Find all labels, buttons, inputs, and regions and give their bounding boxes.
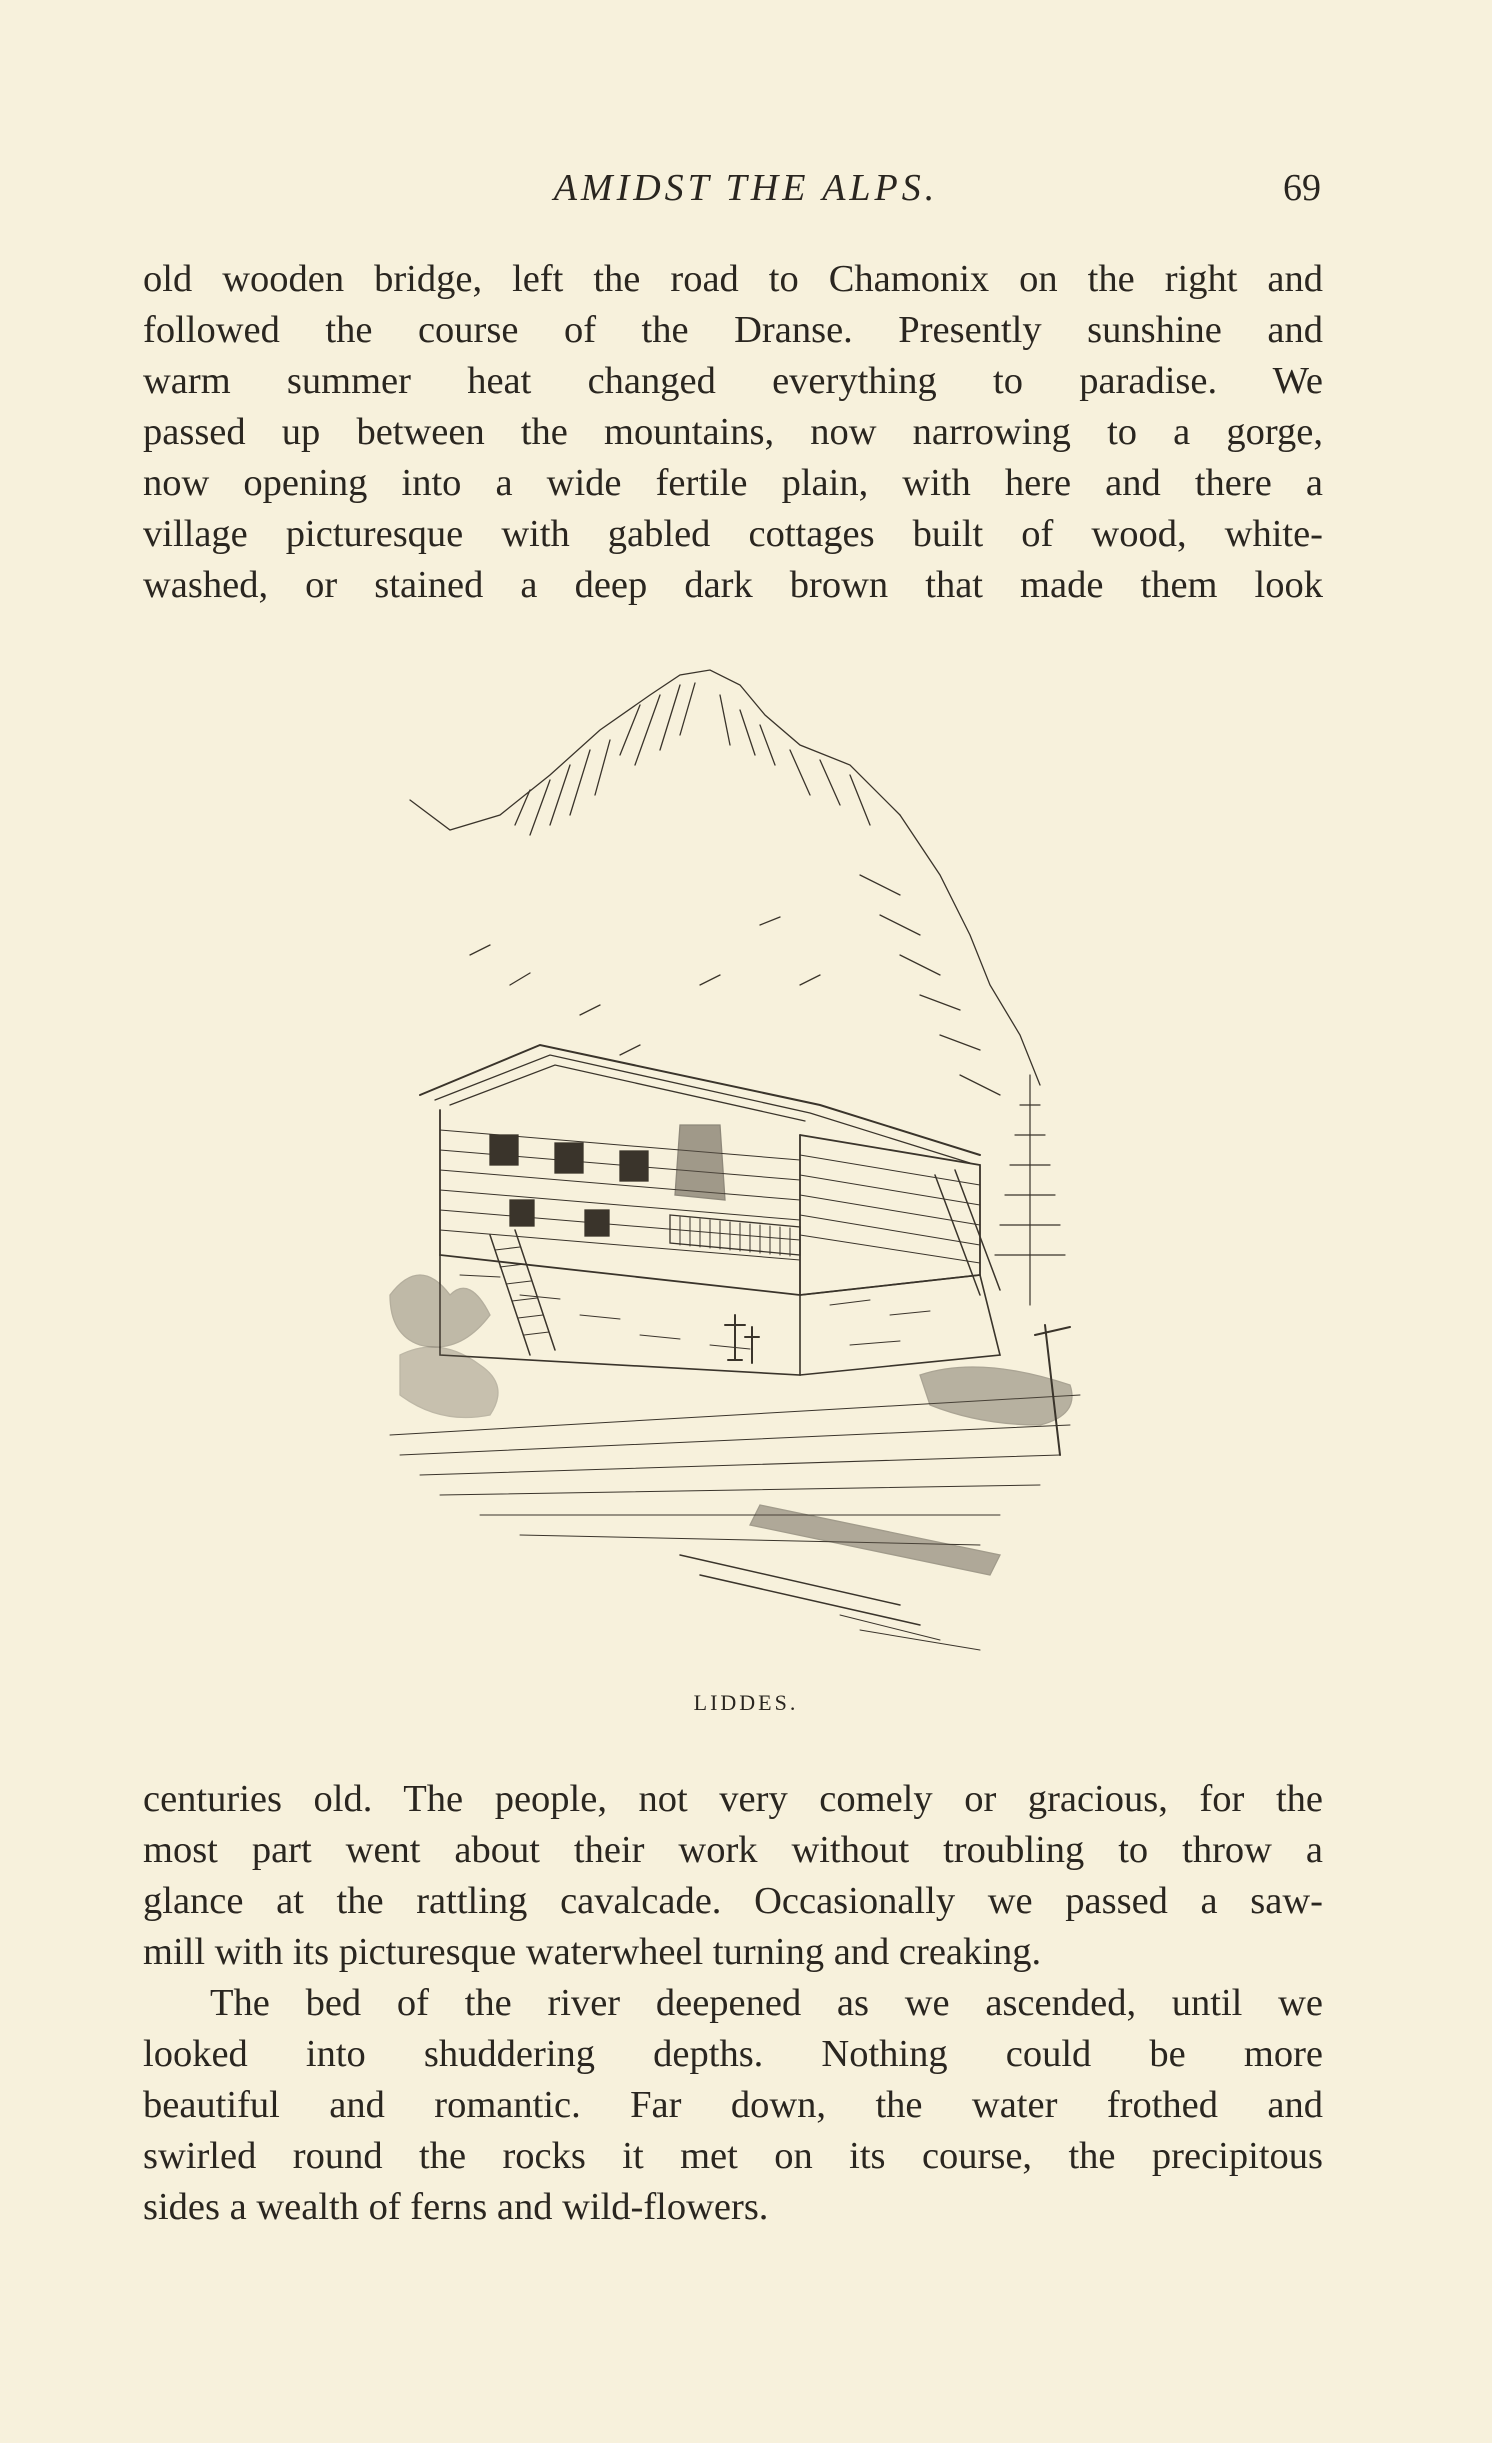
paragraph-1 (143, 254, 1323, 611)
text-line: old wooden bridge, left the road to Chamonix on the right and (143, 258, 1323, 300)
text-line: glance at the rattling cavalcade. Occasionally we passed a saw- (143, 1880, 1323, 1922)
page-number: 69 (1283, 167, 1321, 209)
text-line: swirled round the rocks it met on its course, the precipitous (143, 2135, 1323, 2177)
text-line: washed, or stained a deep dark brown that made them look (143, 564, 1323, 606)
text-line: The bed of the river deepened as we ascended, until we (210, 1982, 1323, 2024)
text-line: passed up between the mountains, now narrowing to a gorge, (143, 411, 1323, 453)
text-line: mill with its picturesque waterwheel turning and creaking. (143, 1931, 1042, 1973)
text-line: beautiful and romantic. Far down, the water frothed and (143, 2084, 1323, 2126)
liddes-engraving (380, 655, 1100, 1675)
text-line: followed the course of the Dranse. Presently sunshine and (143, 309, 1323, 351)
figure-caption: LIDDES. (693, 1690, 799, 1715)
text-line: village picturesque with gabled cottages built of wood, white- (143, 513, 1323, 555)
running-title: AMIDST THE ALPS. (553, 167, 939, 209)
text-line: most part went about their work without troubling to throw a (143, 1829, 1323, 1871)
running-head (0, 166, 1492, 216)
text-line: now opening into a wide fertile plain, with here and there a (143, 462, 1323, 504)
text-line: sides a wealth of ferns and wild-flowers. (143, 2186, 769, 2228)
paragraph-2 (143, 1774, 1323, 2233)
text-line: warm summer heat changed everything to paradise. We (143, 360, 1323, 402)
text-line: centuries old. The people, not very comely or gracious, for the (143, 1778, 1323, 1820)
text-line: looked into shuddering depths. Nothing could be more (143, 2033, 1323, 2075)
